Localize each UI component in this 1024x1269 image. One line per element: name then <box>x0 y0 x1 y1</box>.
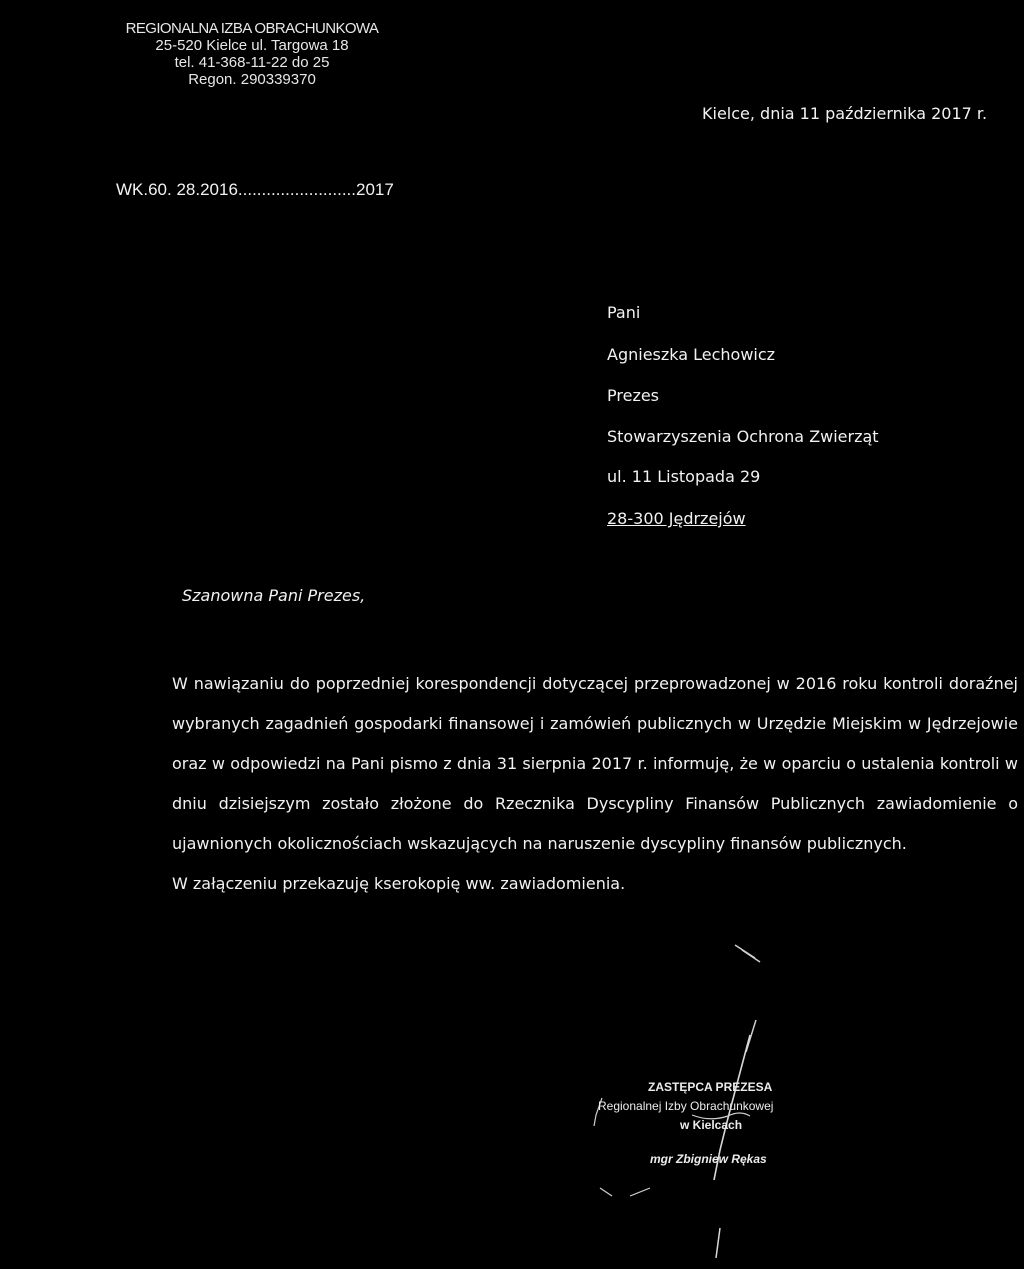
body-paragraph-2: W załączeniu przekazuję kserokopię ww. zawiadomienia. <box>172 874 626 893</box>
signature-stamp-line-2: Regionalnej Izby Obrachunkowej <box>598 1099 774 1113</box>
reference-number: WK.60. 28.2016.........................2017 <box>116 180 394 199</box>
recipient-name: Agnieszka Lechowicz <box>607 345 776 364</box>
recipient-title: Pani <box>607 303 641 322</box>
body-paragraph-1: W nawiązaniu do poprzedniej korespondencji dotyczącej przeprowadzonej w 2016 roku kontroli doraźnej wybranych zagadnień gospodarki finansowej i zamówień publicznych w Urzędzie Miejskim w Jędrzejowie oraz w odpowiedzi na Pani pismo z dnia 31 sierpnia 2017 r. informuję, że w oparciu o ustalenia kontroli w dniu dzisiejszym zostało złożone do Rzecznika Dyscypliny Finansów Publicznych zawiadomienie o ujawnionych okolicznościach wskazujących na naruszenie dyscypliny finansów publicznych. <box>172 674 1018 853</box>
signature-stamp-line-3: w Kielcach <box>680 1118 743 1132</box>
institution-name: REGIONALNA IZBA OBRACHUNKOWA <box>125 20 379 37</box>
recipient-city: 28-300 Jędrzejów <box>607 509 746 528</box>
date-line: Kielce, dnia 11 października 2017 r. <box>702 104 988 123</box>
signature-stamp-line-1: ZASTĘPCA PREZESA <box>648 1080 773 1094</box>
institution-regon: Regon. 290339370 <box>188 71 316 88</box>
recipient-street: ul. 11 Listopada 29 <box>607 467 761 486</box>
institution-phone: tel. 41-368-11-22 do 25 <box>174 54 330 71</box>
recipient-organization: Stowarzyszenia Ochrona Zwierząt <box>607 427 879 446</box>
recipient-position: Prezes <box>607 386 660 405</box>
greeting: Szanowna Pani Prezes, <box>182 586 366 605</box>
institution-address: 25-520 Kielce ul. Targowa 18 <box>155 37 349 54</box>
letter-body <box>115 664 1018 904</box>
signature-stamp-line-4: mgr Zbigniew Rękas <box>650 1152 767 1166</box>
institution-stamp <box>112 20 392 88</box>
